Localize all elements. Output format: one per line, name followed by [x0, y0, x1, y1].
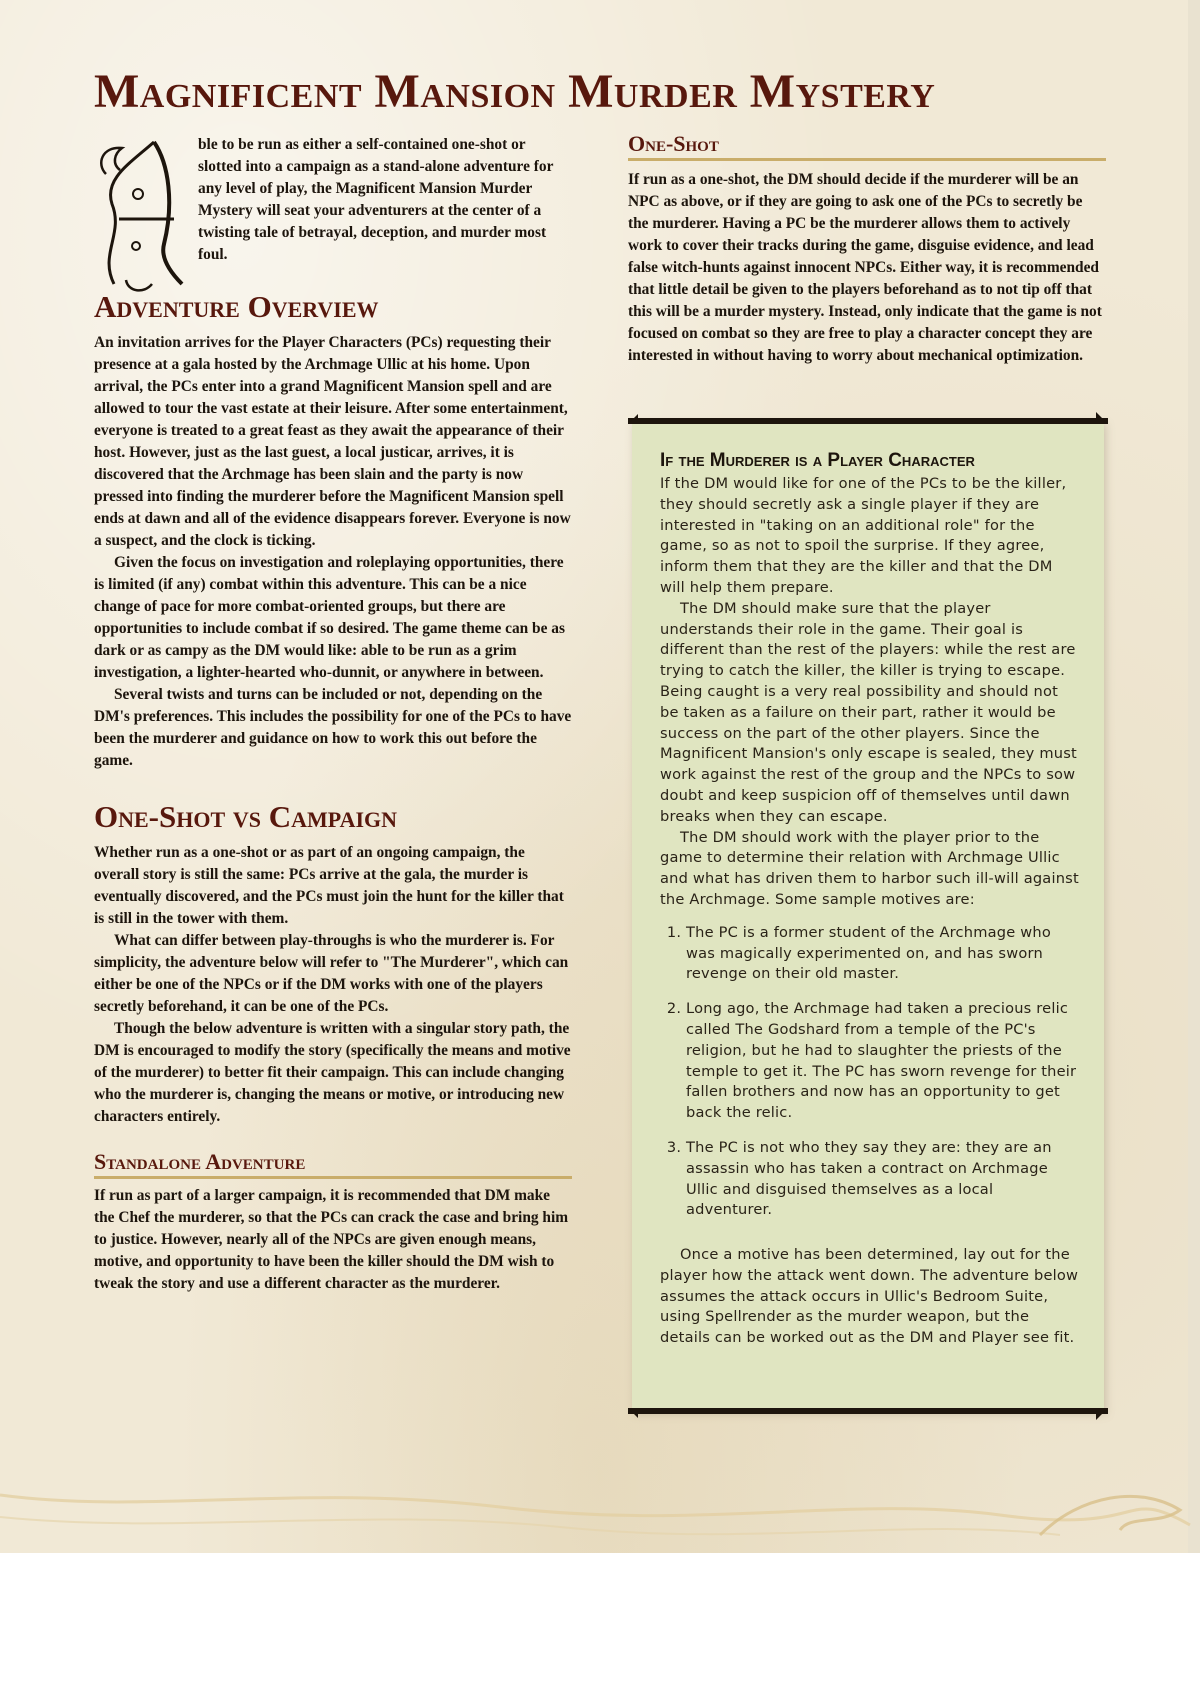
right-column	[628, 132, 1106, 367]
page-gutter	[1188, 0, 1200, 1553]
note-bottom-corners	[628, 1406, 1108, 1422]
overview-paragraph: An invitation arrives for the Player Characters (PCs) requesting their presence at a gala hosted by the Archmage Ullic at his home. Upon arrival, the PCs enter into a grand Magnificent Mansion spell and are allowed to tour the vast estate at their leisure. After some entertainment, everyone is treated to a great feast as they await the appearance of their host. However, just as the last guest, a local justicar, arrives, it is discovered that the Archmage has been slain and the party is now pressed into finding the murderer before the Magnificent Mansion spell ends at dawn and all of the evidence disappears forever. Everyone is now a suspect, and the clock is ticking.	[94, 334, 571, 550]
note-paragraph: If the DM would like for one of the PCs to be the killer, they should secretly ask a single player if they are interested in "taking on an additional role" for the game, so as not to spoil the surprise. If they agree, inform them that they are the killer and that the DM will help them prepare.	[660, 475, 1067, 596]
campaign-paragraph: Whether run as a one-shot or as part of an ongoing campaign, the overall story is still the same: PCs arrive at the gala, the murder is eventually discovered, and the PCs must join the hunt for the killer that is still in the tower with them.	[94, 844, 564, 928]
note-paragraph: The DM should work with the player prior to the game to determine their relation with Archmage Ullic and what has driven them to harbor such ill-will against the Archmage. Some sample motives are:	[660, 828, 1079, 908]
footer-swirl-decoration	[0, 1455, 1200, 1553]
note-top-corners	[628, 412, 1108, 428]
drop-cap-letter	[94, 128, 190, 288]
note-paragraph: The DM should make sure that the player understands their role in the game. Their goal is different than the rest of the players: while the rest are trying to catch the killer, the killer is trying to escape. Being caught is a very real possibility and should not be taken as a failure on their part, rather it would be success on the part of the other players. Since the Magnificent Mansion's only escape is sealed, they must work against the rest of the group and the NPCs to sow doubt and keep suspicion off of themselves until dawn breaks when they can escape.	[660, 599, 1077, 825]
intro-block	[94, 134, 572, 286]
heading-adventure-overview: Adventure Overview	[94, 289, 379, 324]
heading-one-shot-vs-campaign: One-Shot vs Campaign	[94, 799, 398, 835]
standalone-paragraph: If run as part of a larger campaign, it is recommended that DM make the Chef the murderer, so that the PCs can crack the case and bring him to justice. However, nearly all of the NPCs are given enough means, motive, and opportunity to have been the killer should the DM wish to tweak the story and use a different character as the murderer.	[94, 1187, 569, 1293]
motive-item: 1. The PC is a former student of the Archmage who was magically experimented on, and has sworn revenge on their old master.	[686, 923, 1080, 985]
overview-paragraph: Several twists and turns can be included or not, depending on the DM's preferences. This includes the possibility for one of the PCs to have been the murderer and guidance on how to work this out before the game.	[94, 686, 572, 770]
heading-standalone-adventure: Standalone Adventure	[94, 1150, 572, 1179]
one-shot-paragraph: If run as a one-shot, the DM should decide if the murderer will be an NPC as above, or if they are going to ask one of the PCs to secretly be the murderer. Having a PC be the murderer allows them to actively work to cover their tracks during the game, disguise evidence, and lead false witch-hunts against innocent NPCs. Either way, it is recommended that little detail be given to the players beforehand as to not tip off that this will be a murder mystery. Instead, only indicate that the game is not focused on combat so they are free to play a character concept they are interested in without having to worry about mechanical optimization.	[628, 171, 1102, 365]
left-column	[94, 290, 572, 1295]
page-title: Magnificent Mansion Murder Mystery	[94, 65, 936, 118]
note-body	[660, 474, 1080, 1349]
campaign-paragraph: Though the below adventure is written with a singular story path, the DM is encouraged to modify the story (specifically the means and motive of the murderer) to better fit their campaign. This can include changing who the murderer is, changing the means or motive, or introducing new characters entirely.	[94, 1020, 571, 1126]
heading-one-shot: One-Shot	[628, 132, 1106, 161]
motive-item: 3. The PC is not who they say they are: they are an assassin who has taken a contract on Archmage Ullic and disguised themselves as a local adventurer.	[686, 1138, 1080, 1221]
note-box	[628, 412, 1108, 1422]
motives-list	[660, 923, 1080, 1221]
note-title: If the Murderer is a Player Character	[660, 450, 975, 471]
intro-text: ble to be run as either a self-contained one-shot or slotted into a campaign as a stand-alone adventure for any level of play, the Magnificent Mansion Murder Mystery will seat your adventurers at the center of a twisting tale of betrayal, deception, and murder most foul.	[198, 136, 554, 263]
motive-item: 2. Long ago, the Archmage had taken a precious relic called The Godshard from a temple of the PC's religion, but he had to slaughter the priests of the temple to get it. The PC has sworn revenge for their fallen brothers and now has an opportunity to get back the relic.	[686, 999, 1080, 1124]
campaign-paragraph: What can differ between play-throughs is who the murderer is. For simplicity, the adventure below will refer to "The Murderer", which can either be one of the NPCs or if the DM works with one of the players secretly beforehand, it can be one of the PCs.	[94, 932, 569, 1016]
overview-paragraph: Given the focus on investigation and roleplaying opportunities, there is limited (if any) combat within this adventure. This can be a nice change of pace for more combat-oriented groups, but there are opportunities to include combat if so desired. The game theme can be as dark or as campy as the DM would like: able to be run as a grim investigation, a lighter-hearted who-dunnit, or anywhere in between.	[94, 554, 565, 682]
note-closing-paragraph: Once a motive has been determined, lay out for the player how the attack went down. The adventure below assumes the attack occurs in Ullic's Bedroom Suite, using Spellrender as the murder weapon, but the details can be worked out as the DM and Player see fit.	[660, 1246, 1079, 1347]
